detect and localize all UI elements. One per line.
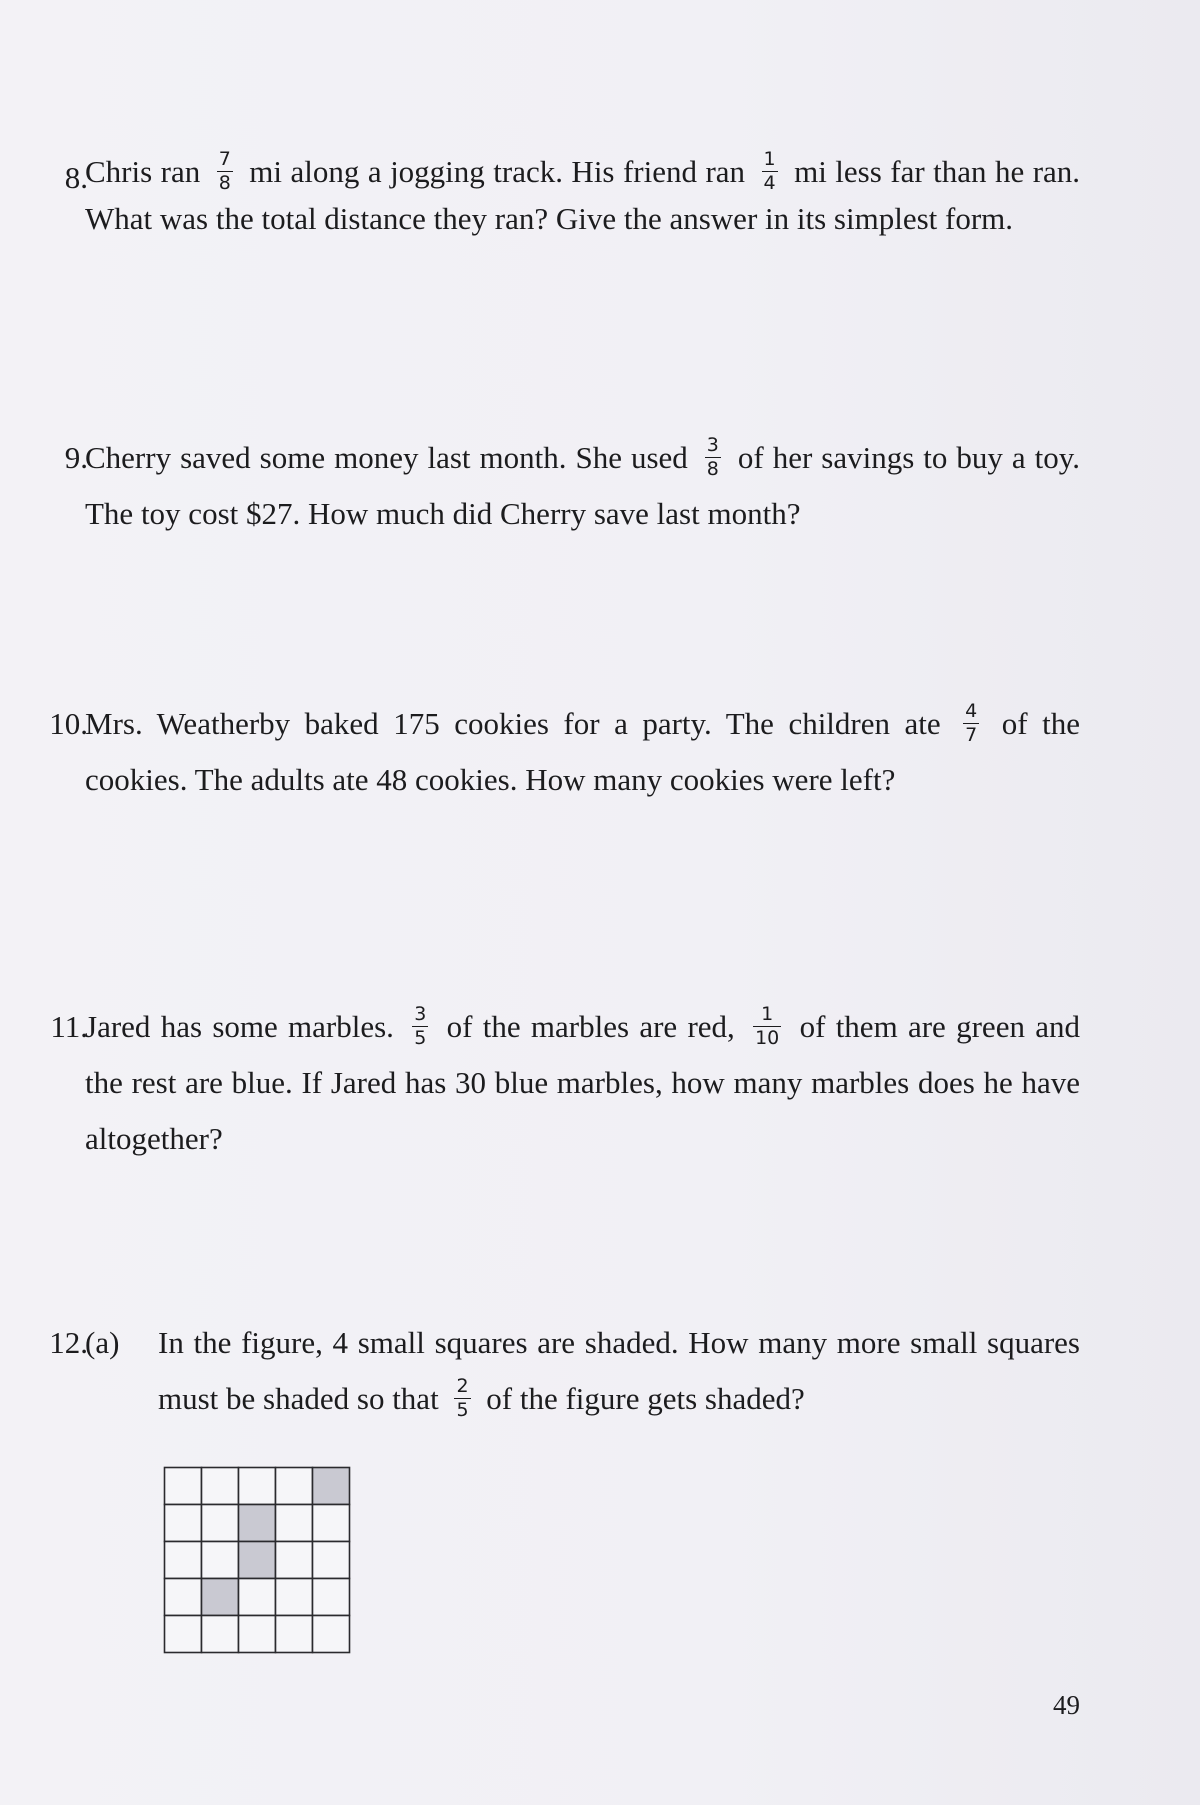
grid-cell [313,1505,350,1542]
fraction: $\frac{7}{8}$ [218,148,231,195]
grid-cell [202,1616,239,1653]
question-text: Cherry saved some money last month. She used $\frac{3}{8}$ of her savings to buy a toy. The toy cost $27. How much did Cherry save last month? [85,434,1080,531]
fraction: $\frac{3}{5}$ [414,1003,427,1050]
grid-cell [202,1505,239,1542]
question-8 [30,150,1080,241]
fraction: $\frac{1}{4}$ [763,148,776,195]
question-number: 10. [49,706,88,741]
grid-cell-shaded [239,1505,276,1542]
grid-cell [276,1468,313,1505]
grid-cell [165,1468,202,1505]
grid-cell-shaded [202,1579,239,1616]
question-number: 9. [64,440,88,475]
question-number: 8. [64,160,88,195]
subquestion-a: (a) In the figure, 4 small squares are shaded. How many more small squares must be shaded so that $\frac{2}{5}$ of the figure gets shaded? [85,1315,1080,1427]
question-12 [30,1315,1080,1427]
grid-cell [276,1505,313,1542]
grid-cell [202,1468,239,1505]
subquestion-label: (a) [85,1325,120,1360]
fraction: $\frac{3}{8}$ [706,434,719,481]
grid-cell [165,1505,202,1542]
grid-cell-shaded [313,1468,350,1505]
grid-cell-shaded [239,1542,276,1579]
grid-cell [313,1542,350,1579]
grid-cell [165,1616,202,1653]
question-10 [30,696,1080,808]
question-text: Chris ran $\frac{7}{8}$ mi along a jogging track. His friend ran $\frac{1}{4}$ mi less far than he ran. What was the total distance they ran? Give the answer in its simplest form. [85,148,1081,237]
question-text: Jared has some marbles. $\frac{3}{5}$ of the marbles are red, $\frac{1}{10}$ of them are green and the rest are blue. If Jared has 30 blue marbles, how many marbles does he have altogether? [85,1003,1081,1156]
grid-cell [276,1616,313,1653]
grid-cell [165,1542,202,1579]
grid-cell [276,1579,313,1616]
question-text: Mrs. Weatherby baked 175 cookies for a party. The children ate $\frac{4}{7}$ of the cookies. The adults ate 48 cookies. How many cookies were left? [85,700,1080,797]
grid-cell [313,1616,350,1653]
grid-cell [239,1468,276,1505]
question-number: 12. [49,1325,88,1360]
grid-cell [202,1542,239,1579]
fraction: $\frac{2}{5}$ [456,1375,469,1422]
question-11 [30,999,1080,1167]
grid-cell [276,1542,313,1579]
fraction: $\frac{4}{7}$ [965,700,978,747]
grid-cell [313,1579,350,1616]
grid-cell [239,1579,276,1616]
page-number: 49 [1053,1690,1080,1720]
shaded-squares-grid [163,1466,351,1654]
fraction: $\frac{1}{10}$ [755,1003,780,1050]
grid-cell [165,1579,202,1616]
question-text [85,1315,1080,1427]
question-9 [30,430,1080,542]
question-number: 11. [50,1009,88,1044]
grid-cell [239,1616,276,1653]
